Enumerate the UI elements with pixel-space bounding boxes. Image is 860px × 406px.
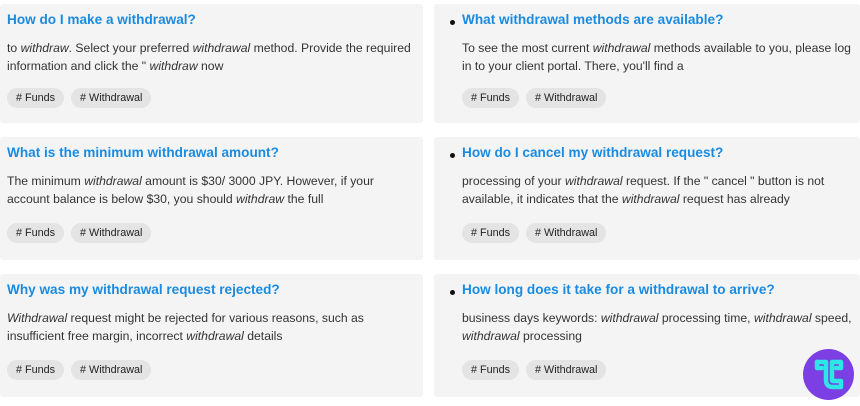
answer-text: to <box>7 41 21 55</box>
answer-text: speed, <box>811 311 852 325</box>
tag-list <box>462 88 606 108</box>
answer-text: processing time, <box>658 311 754 325</box>
tag-funds[interactable]: # Funds <box>462 88 519 108</box>
answer-text: now <box>197 59 224 73</box>
tag-list <box>7 223 151 243</box>
answer-text: method. Provide the required information and click the " <box>7 41 411 73</box>
tag-list <box>462 360 606 380</box>
answer-keyword: withdraw <box>149 59 198 73</box>
answer-keyword: withdrawal <box>192 41 251 55</box>
tag-list <box>7 88 151 108</box>
answer-keyword: withdrawal <box>621 192 680 206</box>
answer-text: business days keywords: <box>462 311 601 325</box>
faq-question[interactable]: How long does it take for a withdrawal to arrive? <box>462 282 775 297</box>
faq-question[interactable]: What withdrawal methods are available? <box>462 12 724 27</box>
faq-card <box>0 274 423 397</box>
faq-answer <box>7 309 412 345</box>
faq-card <box>434 137 860 260</box>
answer-keyword: withdrawal <box>592 41 651 55</box>
bullet-dot-icon <box>450 290 455 295</box>
tag-funds[interactable]: # Funds <box>462 223 519 243</box>
answer-keyword: withdrawal <box>186 329 244 343</box>
tag-funds[interactable]: # Funds <box>7 360 64 380</box>
answer-keyword: withdraw <box>20 41 69 55</box>
tag-list <box>7 360 151 380</box>
faq-question[interactable]: How do I make a withdrawal? <box>7 12 196 27</box>
bullet-dot-icon <box>450 153 455 158</box>
answer-text: methods available to you, please log in to your client portal. There, you'll find a <box>462 41 851 73</box>
faq-card <box>434 274 860 397</box>
tag-funds[interactable]: # Funds <box>7 223 64 243</box>
tradingfinder-logo-icon[interactable] <box>803 349 854 400</box>
faq-question[interactable]: What is the minimum withdrawal amount? <box>7 145 279 160</box>
faq-question[interactable]: How do I cancel my withdrawal request? <box>462 145 724 160</box>
answer-text: amount is $30/ 3000 JPY. However, if your account balance is below $30, you should <box>7 174 374 206</box>
answer-keyword: withdrawal <box>753 311 812 325</box>
faq-answer <box>7 172 412 208</box>
faq-question[interactable]: Why was my withdrawal request rejected? <box>7 282 280 297</box>
answer-text: request. If the " cancel " button is not available, it indicates that the <box>462 174 825 206</box>
tag-withdrawal[interactable]: # Withdrawal <box>71 223 151 243</box>
tag-withdrawal[interactable]: # Withdrawal <box>526 360 606 380</box>
tag-funds[interactable]: # Funds <box>7 88 64 108</box>
answer-text: The minimum <box>7 174 85 188</box>
faq-card <box>0 4 423 123</box>
answer-text: processing <box>519 329 582 343</box>
answer-text: the full <box>284 192 324 206</box>
tag-withdrawal[interactable]: # Withdrawal <box>526 223 606 243</box>
faq-card <box>0 137 423 260</box>
answer-text: request might be rejected for various reasons, such as insufficient free margin, incorrect <box>7 311 364 343</box>
bullet-dot-icon <box>450 20 455 25</box>
faq-answer <box>7 39 412 75</box>
answer-keyword: withdraw <box>236 192 285 206</box>
answer-text: request has already <box>679 192 790 206</box>
answer-text: To see the most current <box>462 41 593 55</box>
tag-list <box>462 223 606 243</box>
answer-keyword: Withdrawal <box>7 311 68 325</box>
answer-text: processing of your <box>462 174 565 188</box>
answer-text: . Select your preferred <box>68 41 193 55</box>
tag-funds[interactable]: # Funds <box>462 360 519 380</box>
answer-keyword: withdrawal <box>600 311 659 325</box>
answer-keyword: withdrawal <box>564 174 623 188</box>
tag-withdrawal[interactable]: # Withdrawal <box>526 88 606 108</box>
answer-keyword: withdrawal <box>462 329 520 343</box>
faq-answer <box>462 309 860 345</box>
faq-answer <box>462 172 860 208</box>
answer-text: details <box>243 329 283 343</box>
faq-card <box>434 4 860 123</box>
answer-keyword: withdrawal <box>84 174 142 188</box>
tag-withdrawal[interactable]: # Withdrawal <box>71 360 151 380</box>
tag-withdrawal[interactable]: # Withdrawal <box>71 88 151 108</box>
faq-answer <box>462 39 860 75</box>
